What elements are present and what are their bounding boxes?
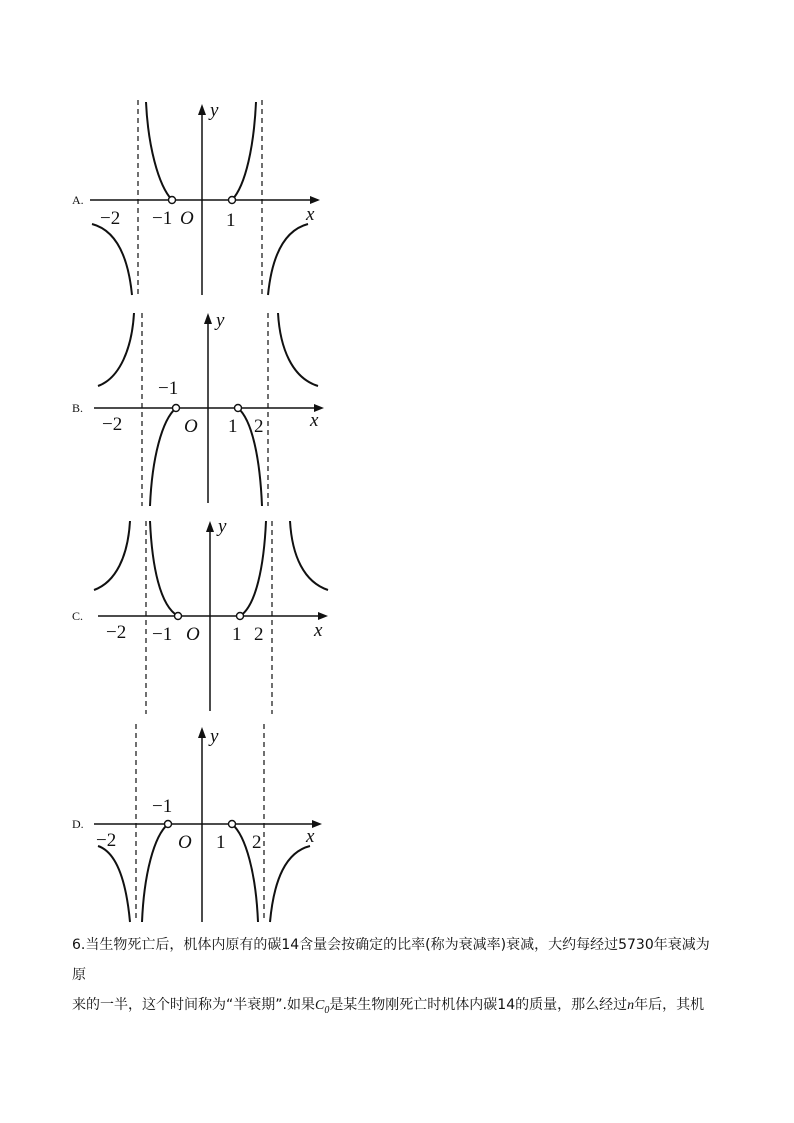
option-c-label: C. <box>72 609 84 623</box>
axis-label-x: x <box>306 204 315 225</box>
question-text-line-1: 当生物死亡后，机体内原有的碳14含量会按确定的比率(称为衰减率)衰减，大约每经过5730年衰减为原 <box>72 937 710 983</box>
math-n: n <box>627 998 635 1013</box>
tick-label-neg1: −1 <box>152 624 173 645</box>
option-b-graph <box>80 308 350 508</box>
option-a-label: A. <box>72 193 84 207</box>
axis-label-y: y <box>218 516 227 537</box>
origin-label: O <box>178 832 192 853</box>
tick-label-1: 1 <box>232 624 242 645</box>
origin-label: O <box>184 416 198 437</box>
curve-lower-right-outer <box>270 846 310 922</box>
question-6 <box>72 930 722 1026</box>
option-d-label: D. <box>72 817 84 831</box>
axis-label-y: y <box>210 100 219 121</box>
open-point-neg1 <box>175 613 182 620</box>
math-c0-subscript: 0 <box>324 1004 330 1016</box>
x-axis-arrow <box>310 196 320 204</box>
tick-label-1: 1 <box>226 210 236 231</box>
y-axis-arrow <box>204 313 212 324</box>
option-c-graph <box>80 516 350 716</box>
tick-label-neg2: −2 <box>100 208 121 229</box>
origin-label: O <box>180 208 194 229</box>
tick-label-neg1: −1 <box>158 378 179 399</box>
tick-label-1: 1 <box>228 416 238 437</box>
open-point-1 <box>229 821 236 828</box>
option-b-label: B. <box>72 401 84 415</box>
open-point-1 <box>237 613 244 620</box>
curve-lower-left <box>150 408 176 506</box>
curve-upper-left-inner <box>150 521 178 616</box>
open-point-1 <box>235 405 242 412</box>
y-axis-arrow <box>198 727 206 738</box>
tick-label-1: 1 <box>216 832 226 853</box>
curve-upper-left <box>98 313 134 386</box>
tick-label-2: 2 <box>252 832 262 853</box>
tick-label-neg2: −2 <box>102 414 123 435</box>
question-text-line-2a: 来的一半，这个时间称为“半衰期”.如果 <box>72 997 315 1013</box>
y-axis-arrow <box>198 104 206 115</box>
curve-upper-left-outer <box>94 521 130 590</box>
open-point-1 <box>229 197 236 204</box>
curve-lower-left-inner <box>142 824 168 922</box>
tick-label-neg2: −2 <box>106 622 127 643</box>
axis-label-y: y <box>210 726 219 747</box>
open-point-neg1 <box>165 821 172 828</box>
option-a-graph <box>80 100 350 300</box>
origin-label: O <box>186 624 200 645</box>
math-c: C <box>314 998 325 1013</box>
axis-label-y: y <box>216 310 225 331</box>
curve-upper-right <box>278 313 318 386</box>
axis-label-x: x <box>310 410 319 431</box>
graph-c-svg <box>80 516 350 716</box>
tick-label-2: 2 <box>254 416 264 437</box>
question-number: 6. <box>72 937 86 953</box>
axis-label-x: x <box>306 826 315 847</box>
open-point-neg1 <box>173 405 180 412</box>
question-text-line-2c: 年后，其机 <box>634 997 705 1013</box>
curve-lower-left-outer <box>98 846 130 922</box>
curve-upper-right-inner <box>240 521 266 616</box>
y-axis-arrow <box>206 521 214 532</box>
curve-lower-left <box>92 224 132 295</box>
open-point-neg1 <box>169 197 176 204</box>
graph-a-svg <box>80 100 350 300</box>
tick-label-neg2: −2 <box>96 830 117 851</box>
graph-b-svg <box>80 308 350 508</box>
curve-upper-right-outer <box>290 521 328 590</box>
graph-d-svg <box>80 724 350 924</box>
curve-upper-right <box>232 102 256 200</box>
curve-upper-left <box>146 102 172 200</box>
tick-label-neg1: −1 <box>152 208 173 229</box>
question-line-2 <box>72 990 722 1026</box>
option-d-graph <box>80 724 350 924</box>
question-text-line-2b: 是某生物刚死亡时机体内碳14的质量，那么经过 <box>329 997 628 1013</box>
curve-lower-right <box>268 224 308 295</box>
tick-label-neg1: −1 <box>152 796 173 817</box>
tick-label-2: 2 <box>254 624 264 645</box>
x-axis-arrow <box>318 612 328 620</box>
math-c0 <box>314 998 330 1016</box>
question-line-1 <box>72 930 722 990</box>
axis-label-x: x <box>314 620 323 641</box>
